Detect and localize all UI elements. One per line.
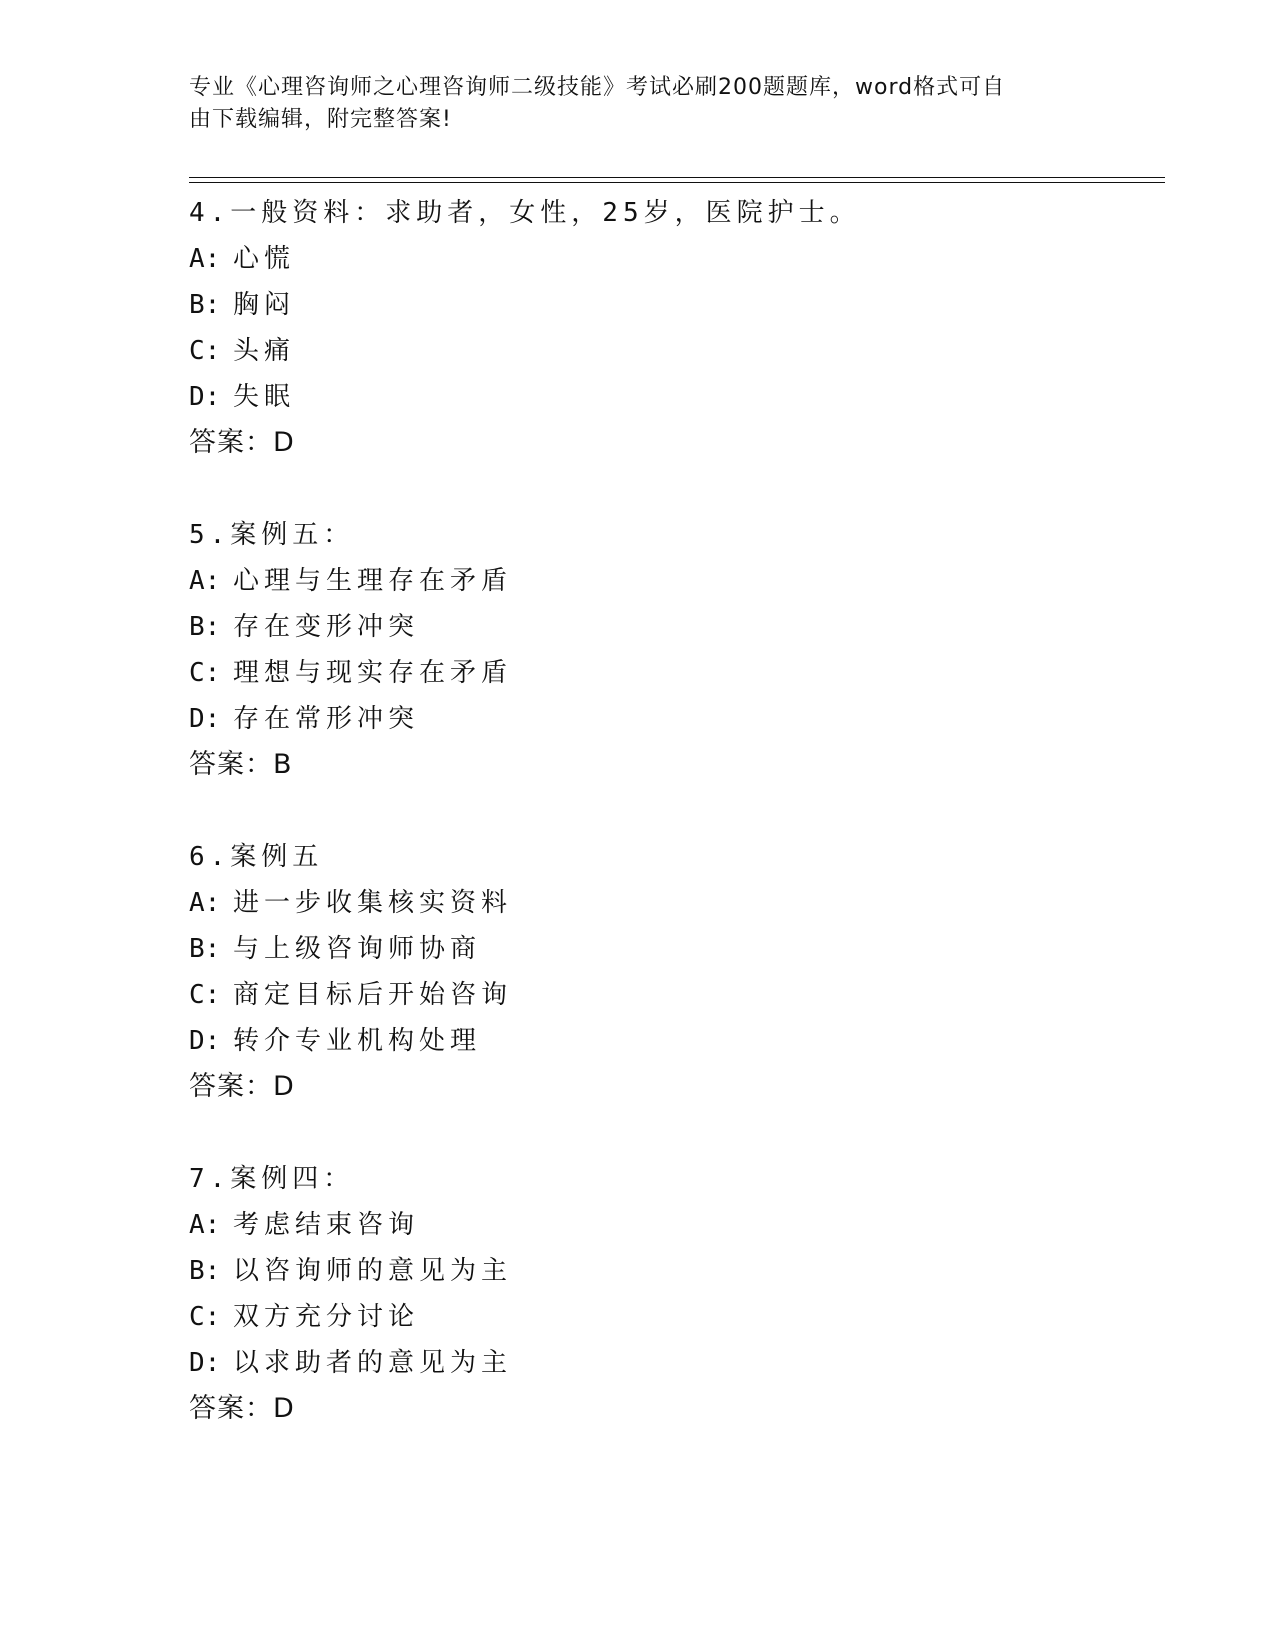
option-label: A: (189, 244, 221, 274)
answer-line: 答案：D (189, 427, 295, 458)
document-header (189, 72, 1089, 136)
option-text: 胸闷 (233, 290, 296, 320)
option-text: 双方充分讨论 (233, 1302, 420, 1332)
question-stem: 7.案例四： (189, 1164, 355, 1194)
option-label: D: (189, 704, 221, 734)
option-text: 心慌 (233, 244, 296, 274)
option-label: D: (189, 382, 221, 412)
option-label: C: (189, 1302, 221, 1332)
option-c (189, 1294, 1149, 1340)
option-text: 头痛 (233, 336, 296, 366)
header-divider-top (189, 177, 1165, 178)
option-text: 转介专业机构处理 (233, 1026, 482, 1056)
answer-line: 答案：D (189, 1393, 295, 1424)
option-label: A: (189, 1210, 221, 1240)
question-4 (189, 190, 1149, 466)
option-b (189, 1248, 1149, 1294)
option-text: 失眠 (233, 382, 296, 412)
option-text: 以咨询师的意见为主 (233, 1256, 513, 1286)
option-b (189, 926, 1149, 972)
option-a (189, 1202, 1149, 1248)
option-label: A: (189, 566, 221, 596)
option-text: 心理与生理存在矛盾 (233, 566, 513, 596)
option-label: C: (189, 980, 221, 1010)
option-label: B: (189, 612, 221, 642)
option-text: 进一步收集核实资料 (233, 888, 513, 918)
option-label: A: (189, 888, 221, 918)
option-c (189, 972, 1149, 1018)
option-b (189, 604, 1149, 650)
option-c (189, 328, 1149, 374)
option-text: 存在变形冲突 (233, 612, 420, 642)
option-label: D: (189, 1026, 221, 1056)
option-a (189, 236, 1149, 282)
header-line-1: 专业《心理咨询师之心理咨询师二级技能》考试必刷200题题库，word格式可自 (189, 75, 1006, 100)
option-b (189, 282, 1149, 328)
option-label: C: (189, 658, 221, 688)
header-divider-bottom (189, 182, 1165, 183)
question-7 (189, 1156, 1149, 1432)
option-label: B: (189, 290, 221, 320)
question-stem: 5.案例五： (189, 520, 355, 550)
option-d (189, 374, 1149, 420)
option-label: D: (189, 1348, 221, 1378)
option-label: B: (189, 1256, 221, 1286)
question-5 (189, 512, 1149, 788)
option-d (189, 1018, 1149, 1064)
question-list (189, 190, 1149, 1478)
question-6 (189, 834, 1149, 1110)
option-a (189, 558, 1149, 604)
option-text: 以求助者的意见为主 (233, 1348, 513, 1378)
option-text: 考虑结束咨询 (233, 1210, 420, 1240)
question-stem: 4.一般资料：求助者，女性，25岁，医院护士。 (189, 198, 861, 228)
option-text: 理想与现实存在矛盾 (233, 658, 513, 688)
option-text: 与上级咨询师协商 (233, 934, 482, 964)
option-text: 存在常形冲突 (233, 704, 420, 734)
option-d (189, 696, 1149, 742)
option-label: B: (189, 934, 221, 964)
answer-line: 答案：B (189, 749, 293, 780)
option-a (189, 880, 1149, 926)
option-text: 商定目标后开始咨询 (233, 980, 513, 1010)
option-c (189, 650, 1149, 696)
header-line-2: 由下载编辑，附完整答案! (189, 107, 452, 132)
option-d (189, 1340, 1149, 1386)
answer-line: 答案：D (189, 1071, 295, 1102)
option-label: C: (189, 336, 221, 366)
question-stem: 6.案例五 (189, 842, 324, 872)
